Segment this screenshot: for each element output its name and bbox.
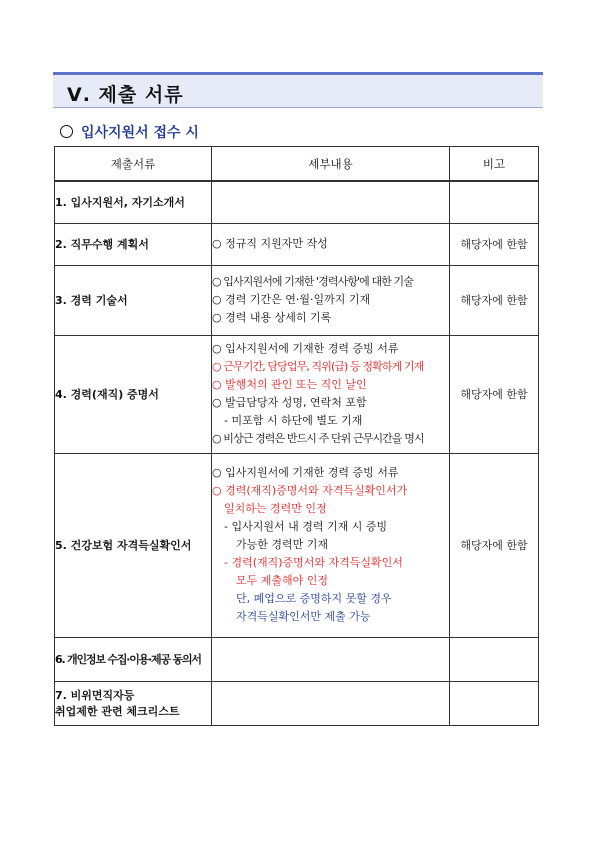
table-row: [55, 637, 539, 681]
row-4-name: 4. 경력(재직) 증명서: [55, 335, 212, 453]
detail-line: 단, 폐업으로 증명하지 못할 경우: [236, 592, 392, 605]
documents-table: [54, 146, 539, 726]
circle-bullet-icon: [60, 125, 73, 138]
detail-line: 일치하는 경력만 인정: [224, 502, 327, 515]
detail-line: ○ 정규직 지원자만 작성: [212, 237, 328, 250]
detail-line: ○ 입사지원서에 기재한 경력 증빙 서류: [212, 342, 399, 355]
row-3-note: 해당자에 한함: [450, 265, 539, 335]
table-row: [55, 335, 539, 453]
detail-line: ○ 경력 기간은 연·월·일까지 기재: [212, 293, 371, 306]
row-2-note: 해당자에 한함: [450, 223, 539, 265]
detail-line: 자격득실확인서만 제출 가능: [236, 610, 371, 623]
row-4-details: [212, 335, 450, 453]
detail-line: 가능한 경력만 기재: [236, 538, 329, 551]
detail-line: - 미포함 시 하단에 별도 기재: [224, 414, 363, 427]
row-5-details: [212, 453, 450, 637]
row-2-name: 2. 직무수행 계획서: [55, 223, 212, 265]
row-7-details: [212, 681, 450, 725]
row-6-details: [212, 637, 450, 681]
detail-line: ○ 발행처의 관인 또는 직인 날인: [212, 378, 367, 391]
row-5-name: 5. 건강보험 자격득실확인서: [55, 453, 212, 637]
section-title: Ⅴ. 제출 서류: [67, 84, 184, 106]
detail-line: ○ 발급담당자 성명, 연락처 포함: [212, 396, 367, 409]
detail-line: ○ 입사지원서에 기재한 '경력사항'에 대한 기술: [212, 275, 413, 288]
header-details: 세부내용: [212, 147, 450, 182]
detail-line: ○ 경력 내용 상세히 기록: [212, 311, 332, 324]
row-1-note: [450, 181, 539, 223]
detail-line: - 입사지원서 내 경력 기재 시 증빙: [224, 520, 388, 533]
table-row: [55, 223, 539, 265]
row-2-details: [212, 223, 450, 265]
row-7-name-line: 취업제한 관련 체크리스트: [55, 705, 180, 718]
detail-line: ○ 입사지원서에 기재한 경력 증빙 서류: [212, 466, 399, 479]
detail-line: 모두 제출해야 인정: [236, 574, 329, 587]
section-header: [53, 72, 543, 108]
row-1-details: [212, 181, 450, 223]
row-7-note: [450, 681, 539, 725]
detail-line: ○ 경력(재직)증명서와 자격득실확인서가: [212, 484, 408, 497]
row-3-name: 3. 경력 기술서: [55, 265, 212, 335]
table-header-row: [55, 147, 539, 182]
row-5-note: 해당자에 한함: [450, 453, 539, 637]
row-6-note: [450, 637, 539, 681]
table-row: [55, 681, 539, 725]
row-4-note: 해당자에 한함: [450, 335, 539, 453]
subheading-text: 입사지원서 접수 시: [81, 125, 199, 141]
row-7-name: [55, 681, 212, 725]
row-3-details: [212, 265, 450, 335]
detail-line: ○ 비상근 경력은 반드시 주 단위 근무시간을 명시: [212, 432, 424, 445]
detail-line: - 경력(재직)증명서와 자격득실확인서: [224, 556, 403, 569]
table-row: [55, 181, 539, 223]
table-row: [55, 265, 539, 335]
header-note: 비고: [450, 147, 539, 182]
row-6-name: 6. 개인정보 수집·이용·제공 동의서: [55, 637, 212, 681]
row-1-name: 1. 입사지원서, 자기소개서: [55, 181, 212, 223]
table-row: [55, 453, 539, 637]
header-documents: 제출서류: [55, 147, 212, 182]
detail-line: ○ 근무기간, 담당업무, 직위(급) 등 정확하게 기재: [212, 360, 424, 373]
subheading: [60, 122, 199, 142]
row-7-name-line: 7. 비위면직자등: [55, 689, 135, 702]
